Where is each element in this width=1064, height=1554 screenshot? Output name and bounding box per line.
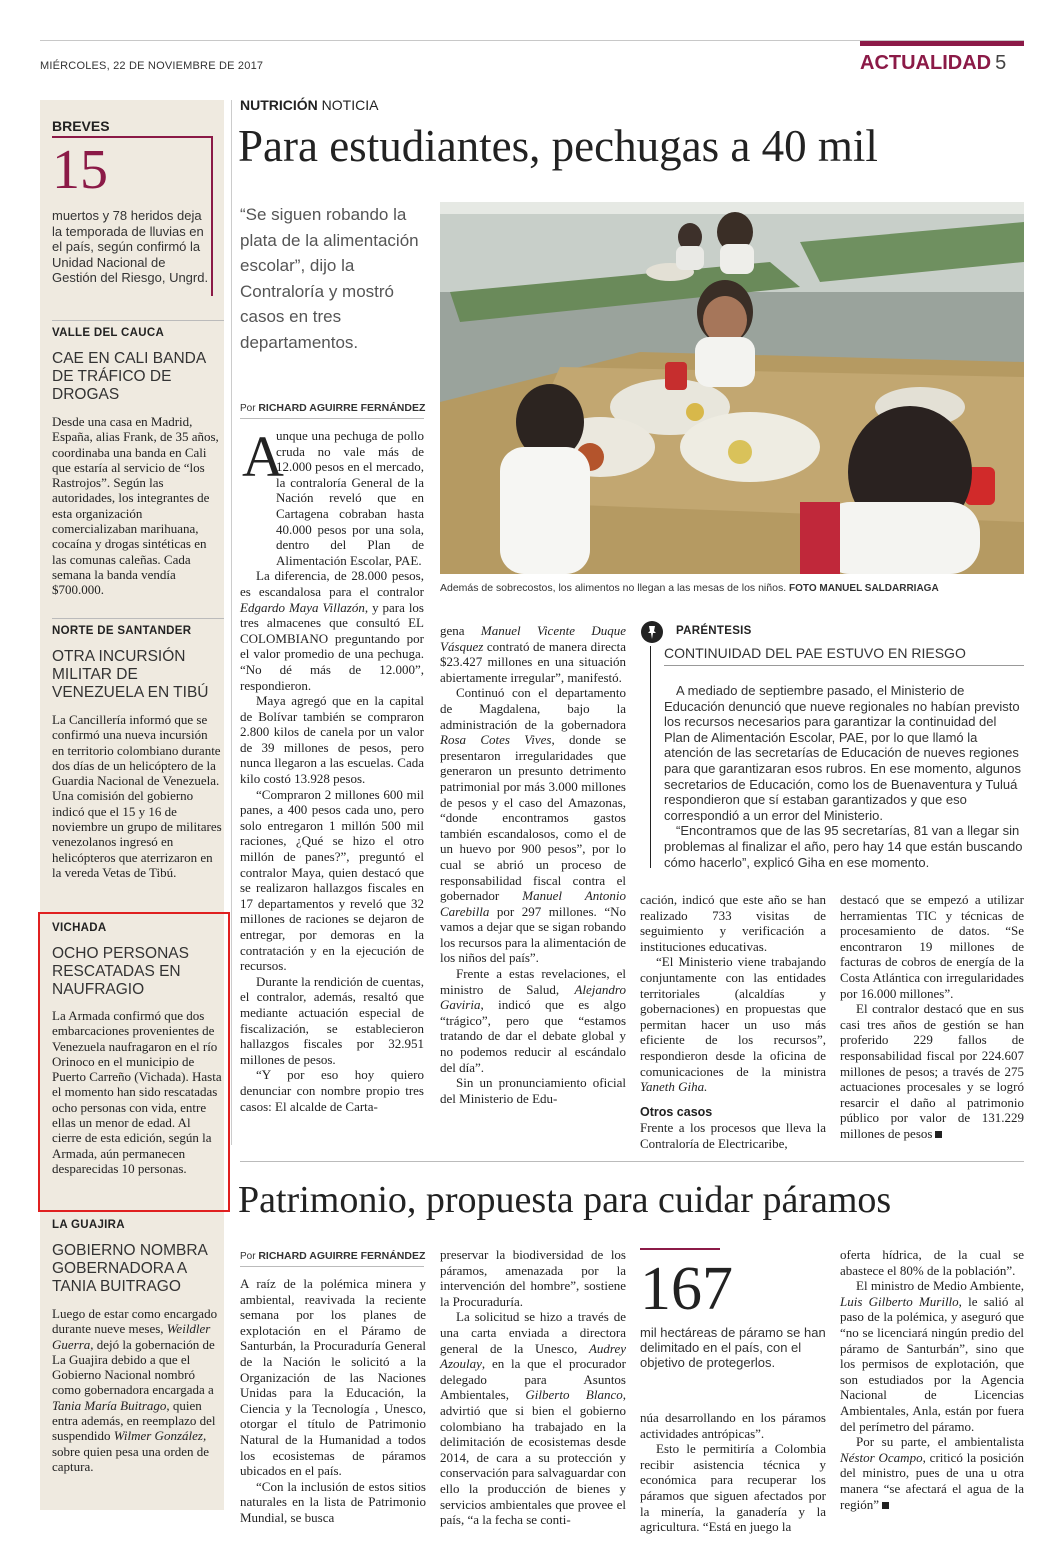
story2-column-4: oferta hídrica, de la cual se abastece el 80% de la población”. El ministro de Medio Ambiente, Luis Gilberto Murillo, le salió al paso de la polémica, y aseguró que “no se licenciará ningún predio del páramo de Santurbán”, sino que los permisos de explotación, que son estudiados por la Agencia Nacional de Licencias Ambientales, Anla, están por fuera del perímetro del páramo. Por su parte, el ambientalista Néstor Ocampo, criticó la posición del ministro, pues de una u otra manera “se afectará el agua de la región” xyxy=(840,1247,1025,1512)
subhead: Otros casos xyxy=(640,1104,713,1119)
pull-quote: “Se siguen robando la plata de la alimentación escolar”, dijo la Contraloría y mostró casos en tres departamentos. xyxy=(240,205,419,352)
end-mark xyxy=(882,1502,889,1509)
story-headline: Para estudiantes, pechugas a 40 mil xyxy=(238,121,878,171)
breves-vertical-rule xyxy=(211,136,213,296)
photo-caption: Además de sobrecostos, los alimentos no llegan a las mesas de los niños. FOTO MANUEL SALDARRIAGA xyxy=(440,582,939,594)
brief-body: La Cancillería informó que se confirmó una nueva incursión en territorio colombiano durante dos días de un helicóptero de la Guardia Nacional de Venezuela. Una comisión del gobierno indicó que el 15 y 16 de noviembre un grupo de militares venezolanos ingresó en helicópteros que aterrizaron en la vereda Vetas de Tibú. xyxy=(52,712,222,880)
section-accent-bar xyxy=(860,41,1024,46)
brief-headline: OCHO PERSONAS RESCATADAS EN NAUFRAGIO xyxy=(52,945,189,998)
brief-body: Desde una casa en Madrid, España, alias Frank, de 35 años, coordinaba una banda en Cali que estaría al servicio de “los Rastrojos”. Según las autoridades, los integrantes de esta organización comercializaban marihuana, cocaína y drogas sintéticas en las comunas caleñas. Cada semana la banda vendía $700.000. xyxy=(52,414,219,598)
parentesis-body: A mediado de septiembre pasado, el Ministerio de Educación denunció que nueve regionales no habían previsto los recursos necesarios para garantizar la continuidad del Plan de Alimentación Escolar, PAE, por lo que llamó la atención de las secretarías de Educación de nueves regiones para que garantizaran esos rubros. En ese momento, algunos secretarios de Educación, como los de Buenaventura y Tuluá respondieron que sí estaban garantizados y que eso correspondió a un error del Ministerio. “Encontramos que de las 95 secretarías, 81 van a llegar sin problemas al finalizar el año, pero hay 14 que están buscando cómo hacerlo”, explicó Giha en ese momento. xyxy=(664,683,1023,870)
page-number: 5 xyxy=(995,52,1007,74)
story-column-2: gena Manuel Vicente Duque Vásquez contrató de manera directa $23.427 millones en una situación abiertamente irregular”, manifestó. Continuó con el departamento de Magdalena, bajo la administración de la gobernadora Rosa Cotes Vives, donde se presentaron irregularidades que generaron un presunto detrimento patrimonial por más 3.000 millones de pesos y el caso del Amazonas, “donde encontramos gastos también escandalosos, como el de un huevo por 900 pesos”, por lo cual se abrió un proceso de responsabilidad fiscal contra el gobernador Manuel Antonio Carebilla por 297 millones. “No vamos a dejar que se sigan robando los recursos para la alimentación de los niños del país”. Frente a estas revelaciones, el ministro de Salud, Alejandro Gaviria, indicó que es algo “trágico”, pero que “estamos tratando de dar el debate global y no podemos reducir al escándalo del día”. Sin un pronunciamiento oficial del Ministerio de Edu- xyxy=(440,623,626,1106)
brief-body: Luego de estar como encargado durante nueve meses, Weildler Guerra, dejó la gobernación de La Guajira debido a que el Gobierno Nacional nombró como gobernadora encargada a Tania María Buitrago, quien entra además, en reemplazo del suspendido Wilmer González, sobre quien pesa una orden de captura. xyxy=(52,1306,218,1474)
section-name: ACTUALIDAD xyxy=(860,52,992,74)
region-label: LA GUAJIRA xyxy=(52,1219,125,1231)
stat-rule xyxy=(640,1248,720,1250)
byline-rule xyxy=(240,1266,424,1267)
region-label: NORTE DE SANTANDER xyxy=(52,625,192,637)
breves-big-number-text: muertos y 78 heridos deja la temporada de lluvias en el país, según confirmó la Unidad Nacional de Gestión del Riesgo, Ungrd. xyxy=(52,208,209,285)
breves-big-number: 15 xyxy=(52,139,108,201)
story-column-4: destacó que se empezó a utilizar herramientas TIC y técnicas de procesamiento de datos. “Se encontraron 19 millones de facturas de cobros de energía de la Costa Atlántica con irregularidades por 16.000 millones”. El contralor destacó que en sus casi tres años de gestión se han proferido 229 fallos de responsabilidad fiscal por 224.607 millones de pesos; a través de 275 actuaciones procesales y se logró resarcir el daño al patrimonio público por valor de 131.229 millones de pesos xyxy=(840,892,1024,1141)
stat-text: mil hectáreas de páramo se han delimitado en el país, con el objetivo de protegerlos. xyxy=(640,1325,826,1370)
breves-title: BREVES xyxy=(52,118,110,134)
story-column-1: unque una pechuga de pollo cruda no vale más de 12.000 pesos en el mercado, la contraloría General de la Nación reveló que en Cartagena cobraban hasta 40.000 pesos por una sola, dentro del Plan de Alimentación Escolar, PAE. La diferencia, de 28.000 pesos, es escandalosa para el contralor Edgardo Maya Villazón, y para los tres almacenes que consultó EL COLOMBIANO preguntando por el valor promedio de una pechuga. “No dé más de 12.000”, respondieron. Maya agregó que en la capital de Bolívar también se compraron 2.800 kilos de canela por un valor de 39 millones de pesos, pero nunca llegaron a las escuelas. Cada kilo costó 13.928 pesos. “Compraron 2 millones 600 mil panes, a 400 pesos cada uno, pero solo entregaron 1 millón 500 mil raciones, ¿Qué se hizo el otro millón de panes?”, preguntó el contralor Maya, quien destacó que se realizaron hallazgos fiscales en 17 departamentos y reveló que 32 millones de raciones se dejaron de entregar, por demoras en la contratación y en la ejecución de recursos. Durante la rendición de cuentas, el contralor, además, resaltó que mediante actuación especial de fiscalización, se establecieron hallazgos fiscales por 32.951 millones de pesos. “Y por eso hoy quiero denunciar con nombre propio tres casos: El alcalde de Carta- xyxy=(240,428,424,1114)
pushpin-icon xyxy=(640,620,664,644)
column-divider xyxy=(231,100,232,1145)
brief-headline: GOBIERNO NOMBRA GOBERNADORA A TANIA BUITRAGO xyxy=(52,1242,208,1295)
parentesis-rule xyxy=(650,646,651,868)
issue-date: MIÉRCOLES, 22 DE NOVIEMBRE DE 2017 xyxy=(40,60,264,72)
byline: Por RICHARD AGUIRRE FERNÁNDEZ xyxy=(240,1250,426,1262)
brief-body: La Armada confirmó que dos embarcaciones provenientes de Venezuela naufragaron en el río Orinoco en el municipio de Puerto Carreño (Vichada). Hasta el momento han sido rescatadas ocho personas con vida, entre ellas un menor de edad. Al cierre de esta edición, según la Armada, aún permanecen desparecidas 10 personas. xyxy=(52,1008,222,1176)
byline: Por RICHARD AGUIRRE FERNÁNDEZ xyxy=(240,402,426,414)
region-label: VICHADA xyxy=(52,922,107,934)
brief-headline: OTRA INCURSIÓN MILITAR DE VENEZUELA EN TIBÚ xyxy=(52,648,209,701)
story2-column-3: núa desarrollando en los páramos actividades antrópicas”. Esto le permitiría a Colombia recibir asistencia técnica y económica para recuperar los páramos que siguen afectados por la minería, la ganadería y la agricultura. “Está en juego la xyxy=(640,1410,826,1535)
story2-column-1: A raíz de la polémica minera y ambiental, reavivada la reciente semana por los planes de explotación en el Páramo de Santurbán, la Procuraduría General de la Nación le solicitó a la Organización de las Naciones Unidas para la Educación, la Ciencia y la Tecnología , Unesco, otorgar el título de Patrimonio Natural de la Humanidad a todos los ecosistemas de páramos ubicados en el país. “Con la inclusión de estos sitios naturales en la lista de Patrimonio Mundial, se busca xyxy=(240,1276,426,1525)
story-divider xyxy=(240,1161,1024,1162)
story2-headline: Patrimonio, propuesta para cuidar páramos xyxy=(238,1179,892,1221)
brief-headline: CAE EN CALI BANDA DE TRÁFICO DE DROGAS xyxy=(52,350,206,403)
story2-column-2: preservar la biodiversidad de los páramos, amenazada por la intervención del hombre”, sostiene la Procuraduría. La solicitud se hizo a través de una carta enviada a directora general de la Unesco, Audrey Azoulay, en la que el procurador delegado para Asuntos Ambientales, Gilberto Blanco, advirtió que si bien el gobierno colombiano ha trabajado en la delimitación de ecosistemas desde 2014, de cara a su protección y conservación para salvaguardar con ello la producción de bienes y servicios ambientales que provee el país, “a la fecha se conti- xyxy=(440,1247,626,1528)
parentesis-subtitle: CONTINUIDAD DEL PAE ESTUVO EN RIESGO xyxy=(664,645,1024,666)
story-column-3: cación, indicó que este año se han realizado 733 visitas de seguimiento y verificación a instituciones educativas. “El Ministerio viene trabajando conjuntamente con las entidades territoriales (alcaldías y gobernaciones) en propuestas que permitan hacer un uso más eficiente de los recursos”, respondieron desde la oficina de comunicaciones de la ministra Yaneth Giha. Otros casos Frente a los procesos que lleva la Contraloría de Electricaribe, xyxy=(640,892,826,1151)
story-kicker: NUTRICIÓN NOTICIA xyxy=(240,97,379,113)
sidebar-rule xyxy=(52,618,224,619)
region-label: VALLE DEL CAUCA xyxy=(52,327,165,339)
drop-cap: A xyxy=(242,424,284,489)
stat-number: 167 xyxy=(640,1255,733,1323)
sidebar-rule xyxy=(52,320,224,321)
section-label xyxy=(860,52,1006,75)
byline-rule xyxy=(240,418,424,419)
story-photo xyxy=(440,202,1024,574)
parentesis-label: PARÉNTESIS xyxy=(676,625,752,637)
end-mark xyxy=(935,1131,942,1138)
